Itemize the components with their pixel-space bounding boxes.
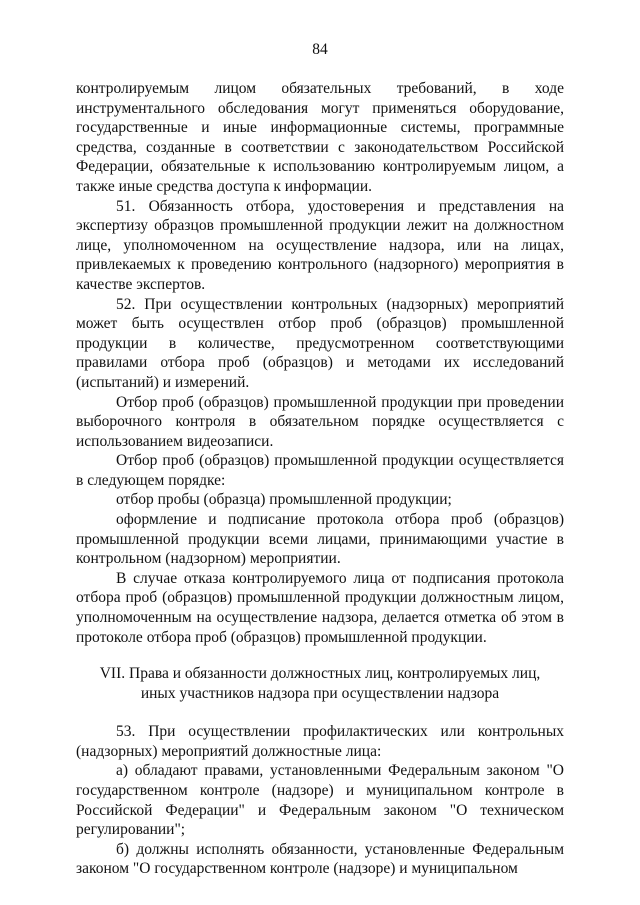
section-heading-line-1: VII. Права и обязанности должностных лиц, контролируемых лиц, bbox=[99, 665, 541, 683]
paragraph: 52. При осуществлении контрольных (надзорных) мероприятий может быть осуществлен отбор проб (образцов) промышленной продукции в количестве, предусмотренном соответствующими правилами отбора проб (образцов) и методами их исследований (испытаний) и измерений. bbox=[76, 295, 564, 391]
paragraph: а) обладают правами, установленными Федеральным законом "О государственном контроле (надзоре) и муниципальном контроле в Российской Федерации" и Федеральным законом "О техническом регулировании"; bbox=[76, 762, 564, 839]
paragraph: контролируемым лицом обязательных требований, в ходе инструментального обследования могут применяться оборудование, государственные и иные информационные системы, программные средства, созданные в соответствии с законодательством Российской Федерации, обязательные к использованию контролируемым лицом, а также иные средства доступа к информации. bbox=[76, 80, 564, 195]
page-number: 84 bbox=[312, 41, 328, 58]
section-heading bbox=[76, 664, 564, 704]
paragraph: отбор пробы (образца) промышленной продукции; bbox=[116, 491, 452, 509]
top-paragraphs bbox=[76, 79, 564, 647]
paragraph: б) должны исполнять обязанности, установленные Федеральным законом "О государственном контроле (надзоре) и муниципальном bbox=[76, 840, 564, 878]
paragraph: оформление и подписание протокола отбора проб (образцов) промышленной продукции всеми лицами, принимающими участие в контрольном (надзорном) мероприятии. bbox=[76, 511, 564, 568]
section-heading-line-2: иных участников надзора при осуществлении надзора bbox=[140, 685, 500, 703]
paragraph: В случае отказа контролируемого лица от подписания протокола отбора проб (образцов) промышленной продукции должностным лицом, уполномоченным на осуществление надзора, делается отметка об этом в протоколе отбора проб (образцов) промышленной продукции. bbox=[76, 569, 564, 646]
bottom-paragraphs bbox=[76, 722, 564, 879]
document-body bbox=[76, 79, 564, 879]
paragraph: Отбор проб (образцов) промышленной продукции при проведении выборочного контроля в обязательном порядке осуществляется с использованием видеозаписи. bbox=[76, 393, 564, 450]
paragraph: Отбор проб (образцов) промышленной продукции осуществляется в следующем порядке: bbox=[76, 452, 564, 489]
paragraph: 53. При осуществлении профилактических или контрольных (надзорных) мероприятий должностные лица: bbox=[76, 723, 564, 760]
paragraph: 51. Обязанность отбора, удостоверения и представления на экспертизу образцов промышленной продукции лежит на должностном лице, уполномоченном на осуществление надзора, или на лицах, привлекаемых к проведению контрольного (надзорного) мероприятия в качестве экспертов. bbox=[76, 197, 564, 293]
